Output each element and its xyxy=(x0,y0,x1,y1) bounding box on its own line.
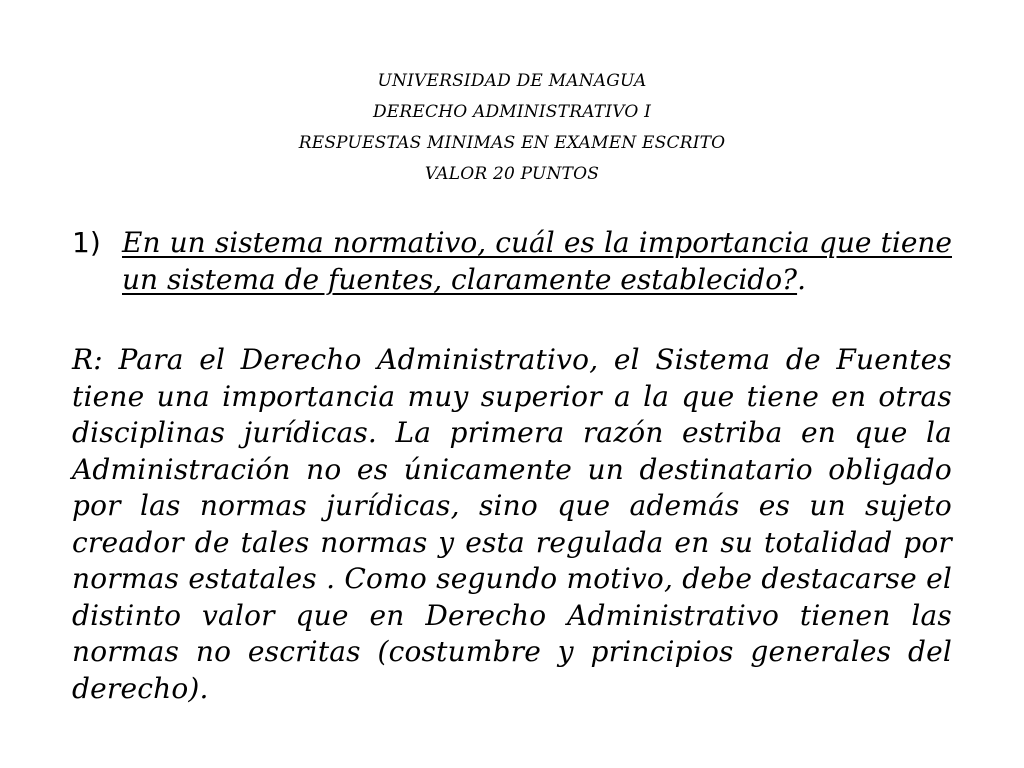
header-points-value: VALOR 20 PUNTOS xyxy=(424,164,600,184)
question-text: En un sistema normativo, cuál es la importancia que tiene un sistema de fuentes, claramente establecido? xyxy=(122,226,952,296)
question-text-container xyxy=(122,224,952,298)
question-trailing-period: . xyxy=(797,263,806,296)
header-exam-title: RESPUESTAS MINIMAS EN EXAMEN ESCRITO xyxy=(298,133,726,153)
answer-text: R: Para el Derecho Administrativo, el Sistema de Fuentes tiene una importancia muy superior a la que tiene en otras disciplinas jurídicas. La primera razón estriba en que la Administración no es únicamente un destinatario obligado por las normas jurídicas, sino que además es un sujeto creador de tales normas y esta regulada en su totalidad por normas estatales . Como segundo motivo, debe destacarse el distinto valor que en Derecho Administrativo tienen las normas no escritas (costumbre y principios generales del derecho). xyxy=(72,343,952,705)
question-block xyxy=(72,224,952,298)
header-university: UNIVERSIDAD DE MANAGUA xyxy=(377,71,647,91)
question-number: 1) xyxy=(72,226,101,259)
document-header xyxy=(0,66,1024,190)
header-course: DERECHO ADMINISTRATIVO I xyxy=(372,102,652,122)
